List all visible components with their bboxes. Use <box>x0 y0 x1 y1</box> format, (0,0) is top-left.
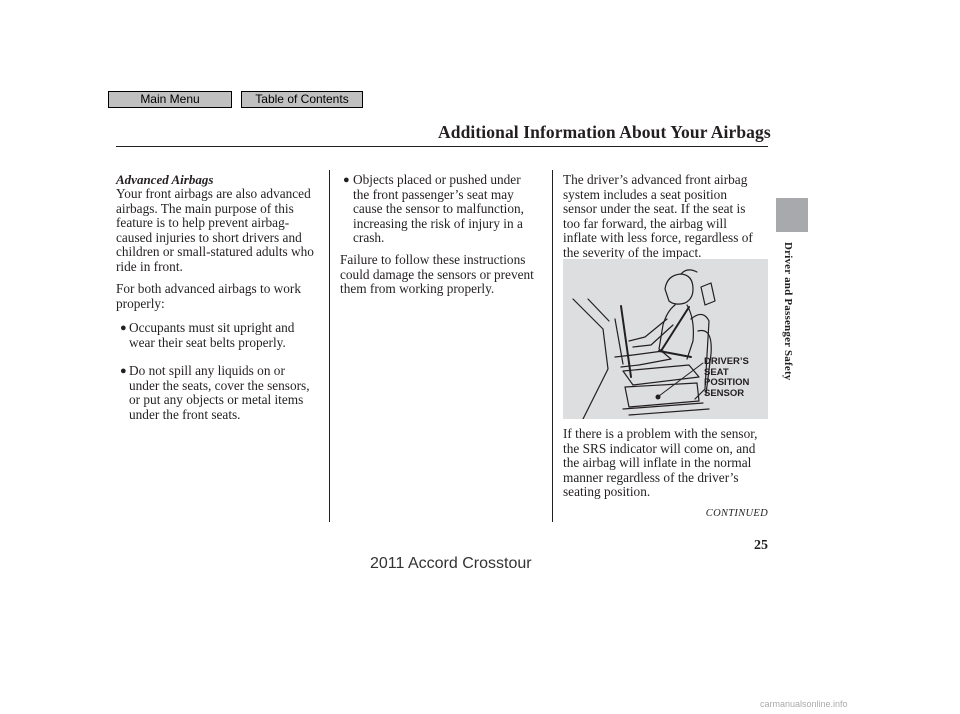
continued-label: CONTINUED <box>705 508 768 519</box>
bullet-item-liquids: Do not spill any liquids on or under the seats, cover the sensors, or put any objects or metal items under the front seats. <box>129 363 310 422</box>
section-tab-label: Driver and Passenger Safety <box>782 242 794 381</box>
sensor-marker-icon <box>656 395 661 400</box>
bullet-dot-icon: ● <box>120 365 127 377</box>
section-heading: Advanced Airbags <box>116 172 214 187</box>
figure-label-seat-sensor: DRIVER’S SEAT POSITION SENSOR <box>704 356 750 399</box>
paragraph-requirements: For both advanced airbags to work properly: <box>116 281 302 311</box>
bullet-dot-icon: ● <box>120 322 127 334</box>
paragraph-srs-indicator: If there is a problem with the sensor, the SRS indicator will come on, and the airbag will inflate in the normal manner regardless of the driver’s seating position. <box>563 426 758 499</box>
column-divider-2 <box>552 170 553 522</box>
main-menu-button[interactable]: Main Menu <box>108 91 232 108</box>
bullet-dot-icon: ● <box>343 174 350 186</box>
bullet-item-objects: Objects placed or pushed under the front passenger’s seat may cause the sensor to malfunction, increasing the risk of injury in a crash. <box>353 172 524 245</box>
page-title: Additional Information About Your Airbags <box>438 122 771 142</box>
section-tab <box>778 242 798 412</box>
watermark: carmanualsonline.info <box>760 699 848 709</box>
section-tab-marker <box>776 198 808 232</box>
paragraph-advanced-intro: Your front airbags are also advanced airbags. The main purpose of this feature is to help prevent airbag- caused injuries to short drivers and children or small-statured adults who ride in front. <box>116 186 314 274</box>
paragraph-failure-warning: Failure to follow these instructions could damage the sensors or prevent them from working properly. <box>340 252 534 296</box>
paragraph-seat-sensor: The driver’s advanced front airbag system includes a seat position sensor under the seat. If the seat is too far forward, the airbag will inflate with less force, regardless of the severity of the impact. <box>563 172 753 260</box>
page-number: 25 <box>754 538 768 553</box>
model-name: 2011 Accord Crosstour <box>370 555 532 572</box>
column-divider-1 <box>329 170 330 522</box>
table-of-contents-button[interactable]: Table of Contents <box>241 91 363 108</box>
bullet-item-occupants: Occupants must sit upright and wear their seat belts properly. <box>129 320 295 350</box>
header-divider <box>116 146 768 147</box>
